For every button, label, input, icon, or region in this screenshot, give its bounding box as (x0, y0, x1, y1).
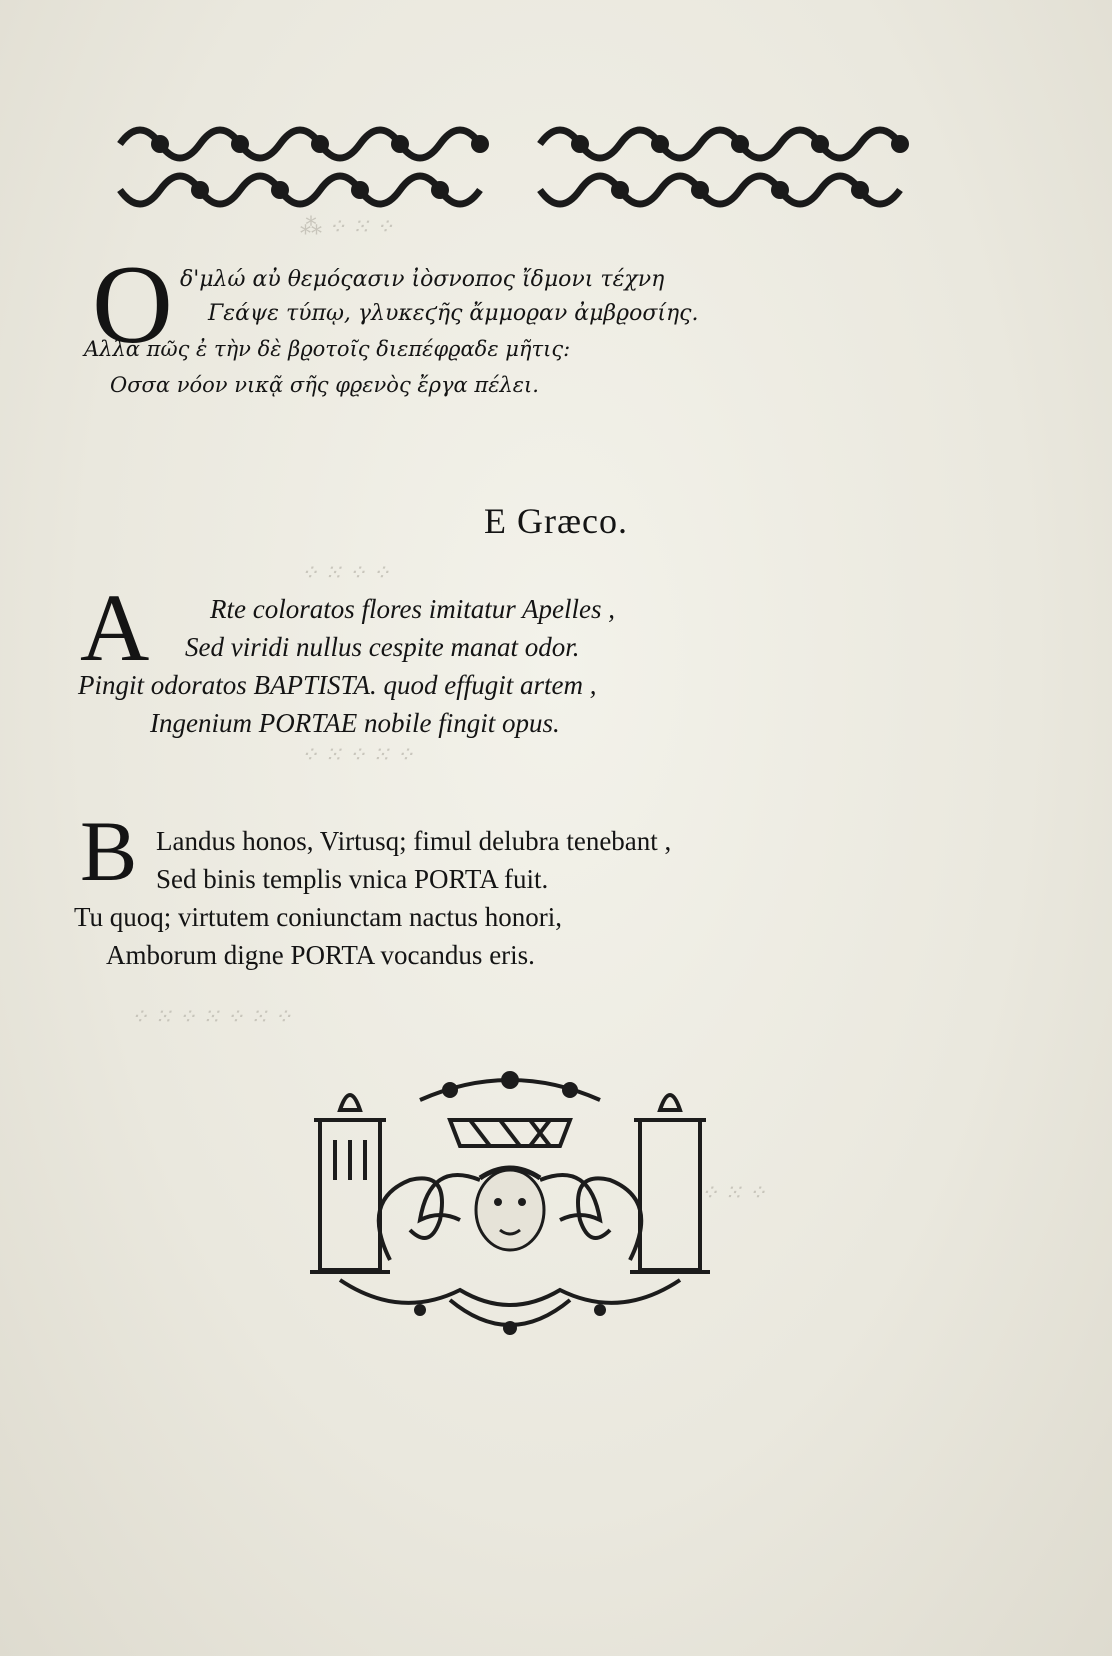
latin2-line-1: Landus honos, Virtusq; fimul delubra tenebant , (156, 826, 672, 856)
latin2-line-2: Sed binis templis vnica PORTA fuit. (156, 864, 549, 894)
section-heading: E Græco. (484, 501, 628, 541)
drop-cap-a: A (80, 574, 150, 681)
bleed-through-text: ⁘ ⁙ ⁘ (700, 1180, 767, 1205)
bleed-through-text: ⁂ ⁘ ⁙ ⁘ (300, 214, 394, 239)
ornamental-headpiece (100, 104, 920, 224)
greek-line-2: Γεάψε τύπῳ, γλυκεϛῆς ἄμμοϱαν ἀμβϱοσίης. (208, 301, 699, 326)
tailpiece-vignette (300, 1060, 720, 1340)
bleed-through-text: ⁘ ⁙ ⁘ ⁘ (300, 560, 391, 585)
latin1-line-2: Sed viridi nullus cespite manat odor. (185, 632, 580, 662)
latin2-line-3: Tu quoq; virtutem coniunctam nactus honori, (74, 902, 562, 932)
latin1-line-4: Ingenium PORTAE nobile fingit opus. (150, 708, 560, 738)
drop-cap-b: B (80, 803, 138, 899)
greek-line-4: Οσσα νόον νικᾷ σῆς φϱενὸς ἔργα πέλει. (110, 373, 539, 397)
drop-cap-o: O (92, 243, 173, 367)
latin1-line-3: Pingit odoratos BAPTISTA. quod effugit artem , (78, 670, 597, 700)
greek-line-1: δ'μλώ αὐ θεμόςασιν ἰὸσνοπος ἴδμονι τέχνη (180, 267, 665, 292)
bleed-through-text: ⁘ ⁙ ⁘ ⁙ ⁘ (300, 742, 415, 767)
latin1-line-1: Rte coloratos flores imitatur Apelles , (210, 594, 615, 624)
latin2-line-4: Amborum digne PORTA vocandus eris. (106, 940, 535, 970)
greek-line-3: Αλλά πῶς ἐ τὴν δὲ βϱοτοῖς διεπέφϱαδε μῆτις: (84, 337, 571, 361)
bleed-through-text: ⁘ ⁙ ⁘ ⁙ ⁘ ⁙ ⁘ (130, 1004, 293, 1029)
